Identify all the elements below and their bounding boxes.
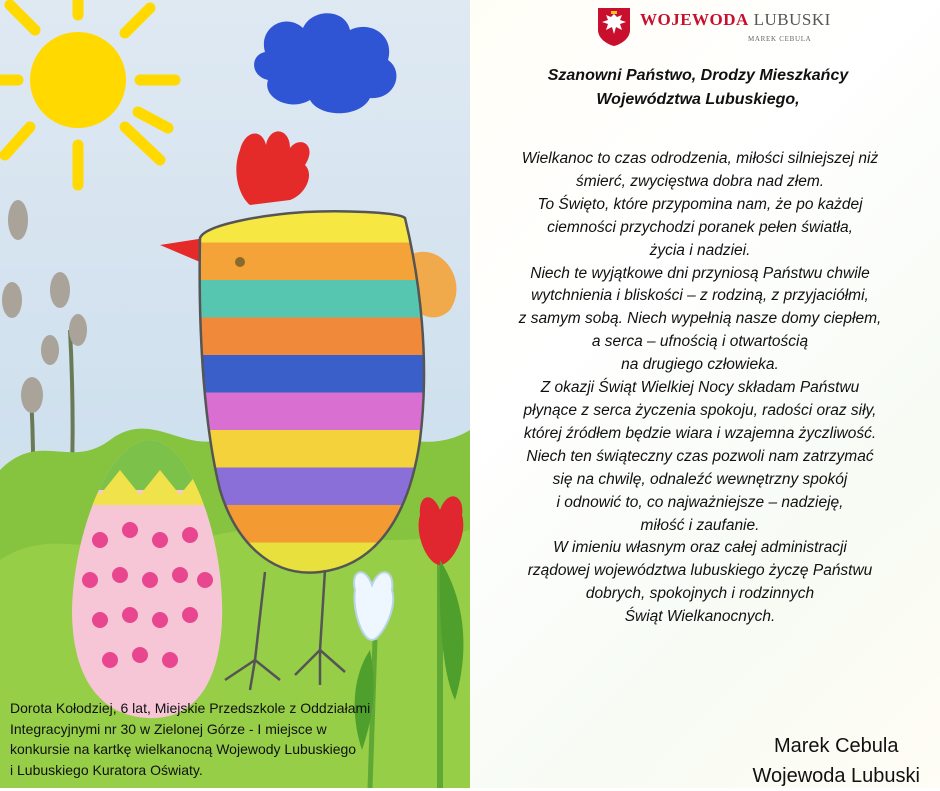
message-line: Wielkanoc to czas odrodzenia, miłości silniejszej niż	[521, 150, 879, 167]
message-line: a serca – ufnością i otwartością	[591, 333, 809, 351]
message-line: To Święto, które przypomina nam, że po każdej	[537, 195, 863, 213]
voivode-logo	[596, 4, 896, 48]
logo-wordmark	[640, 10, 831, 30]
message-line: Z okazji Świąt Wielkiej Nocy składam Państwu	[540, 379, 860, 397]
message-line: życia i nadziei.	[649, 241, 751, 259]
caption-line: konkursie na kartkę wielkanocną Wojewody Lubuskiego	[10, 741, 357, 757]
chick-stripe	[190, 355, 430, 394]
logo-subtitle: MAREK CEBULA	[748, 35, 812, 43]
chick-stripe	[190, 430, 430, 469]
message-line: której źródłem będzie wiara i wzajemna życzliwość.	[523, 424, 877, 442]
drawing-canvas	[0, 0, 470, 788]
message-line: z samym sobą. Niech wypełnią nasze domy ciepłem,	[518, 310, 882, 328]
message-line: Niech ten świąteczny czas pozwoli nam zatrzymać	[526, 447, 874, 465]
chick-stripe	[190, 243, 430, 282]
signature-title: Wojewoda Lubuski	[752, 765, 920, 787]
message-line: dobrych, spokojnych i rodzinnych	[585, 585, 815, 603]
chick-stripe	[190, 318, 430, 357]
chick-stripe	[190, 393, 430, 432]
signature	[752, 731, 920, 791]
message-line: miłość i zaufanie.	[640, 516, 760, 534]
chick-stripe	[190, 468, 430, 507]
message-line: płynące z serca życzenia spokoju, radości oraz siły,	[523, 401, 877, 419]
logo-brand-secondary: LUBUSKI	[753, 10, 831, 29]
message-line: ciemności przychodzi poranek pełen światła,	[547, 218, 853, 236]
drawing-caption	[10, 698, 370, 780]
message-line: W imieniu własnym oraz całej administracji	[553, 539, 847, 557]
message-line: śmierć, zwycięstwa dobra nad złem.	[575, 172, 825, 190]
chick-stripe	[190, 280, 430, 319]
caption-line: Integracyjnymi nr 30 w Zielonej Górze - I miejsce w	[10, 720, 327, 737]
message-line: Świąt Wielkanocnych.	[624, 608, 776, 626]
logo-brand-primary: WOJEWODA	[640, 10, 749, 29]
message-line: rządowej województwa lubuskiego życzę Państwu	[527, 562, 873, 580]
message-line: się na chwilę, odnaleźć wewnętrzny spokój	[552, 470, 848, 488]
easter-message	[470, 148, 930, 629]
message-line: Niech te wyjątkowe dni przyniosą Państwu chwile	[530, 264, 870, 282]
caption-line: i Lubuskiego Kuratora Oświaty.	[10, 761, 203, 778]
polish-eagle-emblem-icon	[596, 6, 632, 46]
signature-name: Marek Cebula	[773, 735, 899, 757]
message-line: wytchnienia i bliskości – z rodziną, z przyjaciółmi,	[531, 287, 869, 305]
greeting-line: Szanowni Państwo, Drodzy Mieszkańcy	[547, 67, 849, 84]
message-line: i odnowić to, co najważniejsze – nadzieję,	[556, 493, 844, 511]
caption-line: Dorota Kołodziej, 6 lat, Miejskie Przedszkole z Oddziałami	[10, 700, 371, 716]
greeting-line: Województwa Lubuskiego,	[596, 91, 800, 108]
message-line: na drugiego człowieka.	[621, 356, 779, 374]
greeting-heading	[478, 64, 918, 112]
easter-drawing	[0, 0, 470, 788]
